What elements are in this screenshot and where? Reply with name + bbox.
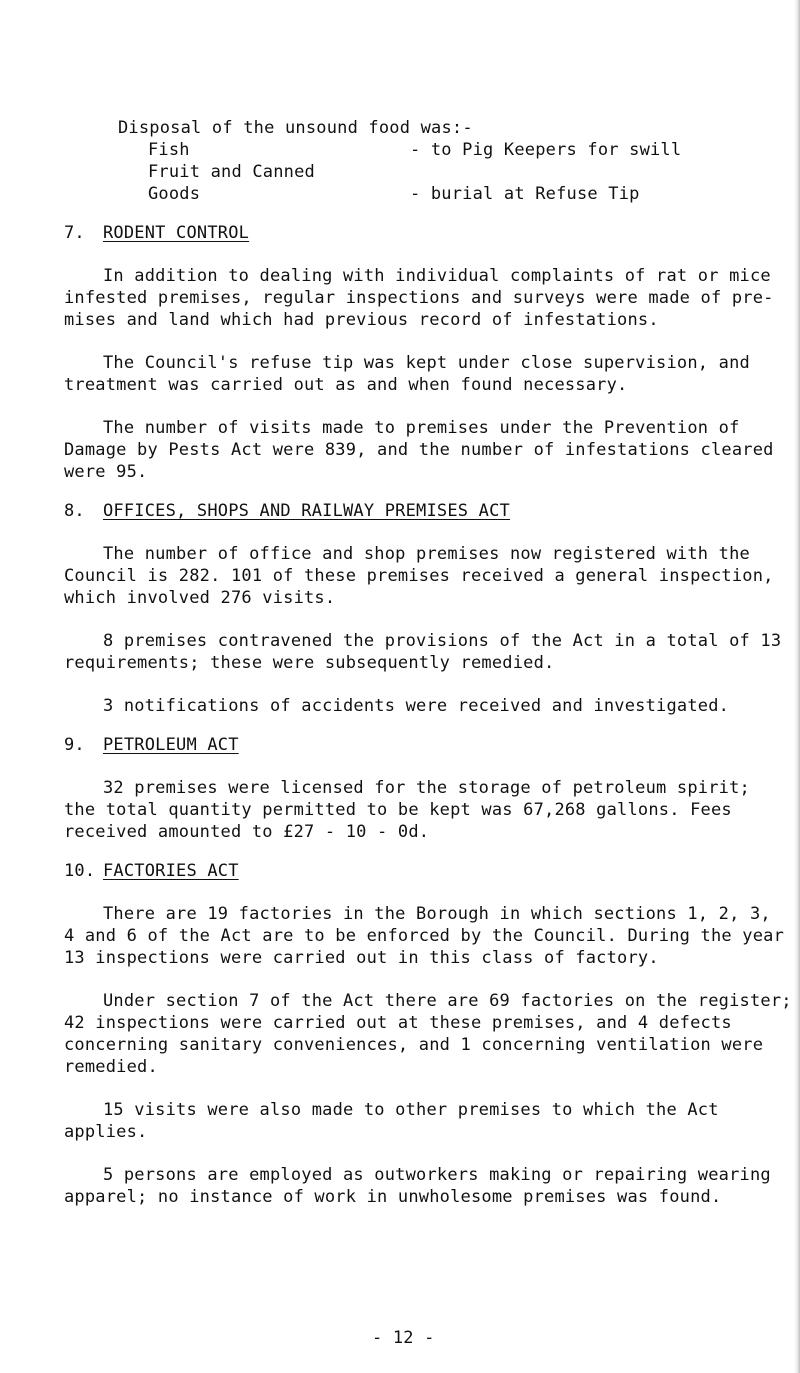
- s9-p1-line1: 32 premises were licensed for the storage of petroleum spirit;: [103, 778, 750, 798]
- s10-p3-line2: applies.: [64, 1122, 148, 1142]
- s7-p2-line2: treatment was carried out as and when found necessary.: [64, 375, 628, 395]
- disposal-item-fruit: Fruit and Canned: [148, 162, 315, 182]
- section-8-number: 8.: [64, 501, 85, 521]
- s8-p1-line2: Council is 282. 101 of these premises received a general inspection,: [64, 566, 774, 586]
- page-number: - 12 -: [372, 1328, 435, 1348]
- s10-p2-line2: 42 inspections were carried out at these premises, and 4 defects: [64, 1013, 732, 1033]
- section-10-title: FACTORIES ACT: [103, 861, 239, 881]
- s10-p2-line4: remedied.: [64, 1057, 158, 1077]
- disposal-item-goods: Goods: [148, 184, 201, 204]
- s7-p1-line3: mises and land which had previous record of infestations.: [64, 310, 659, 330]
- s7-p3-line1: The number of visits made to premises under the Prevention of: [103, 418, 740, 438]
- section-7-number: 7.: [64, 223, 85, 243]
- s10-p2-line1: Under section 7 of the Act there are 69 factories on the register;: [103, 991, 792, 1011]
- section-7-title: RODENT CONTROL: [103, 223, 250, 243]
- section-9-title: PETROLEUM ACT: [103, 735, 239, 755]
- disposal-method-fish: - to Pig Keepers for swill: [410, 140, 682, 160]
- section-8-title: OFFICES, SHOPS AND RAILWAY PREMISES ACT: [103, 501, 510, 521]
- s9-p1-line2: the total quantity permitted to be kept was 67,268 gallons. Fees: [64, 800, 732, 820]
- s7-p2-line1: The Council's refuse tip was kept under close supervision, and: [103, 353, 750, 373]
- section-10-number: 10.: [64, 861, 96, 881]
- s10-p1-line2: 4 and 6 of the Act are to be enforced by the Council. During the year: [64, 926, 785, 946]
- s7-p3-line2: Damage by Pests Act were 839, and the number of infestations cleared: [64, 440, 774, 460]
- s10-p3-line1: 15 visits were also made to other premises to which the Act: [103, 1100, 719, 1120]
- disposal-method-goods: - burial at Refuse Tip: [410, 184, 640, 204]
- s8-p2-line2: requirements; these were subsequently remedied.: [64, 653, 555, 673]
- disposal-item-fish: Fish: [148, 140, 190, 160]
- s10-p1-line3: 13 inspections were carried out in this class of factory.: [64, 948, 659, 968]
- s10-p2-line3: concerning sanitary conveniences, and 1 concerning ventilation were: [64, 1035, 764, 1055]
- s8-p3-line1: 3 notifications of accidents were received and investigated.: [103, 696, 730, 716]
- s8-p1-line3: which involved 276 visits.: [64, 588, 336, 608]
- scan-edge-shadow: [794, 0, 800, 1373]
- s8-p1-line1: The number of office and shop premises now registered with the: [103, 544, 750, 564]
- s10-p4-line2: apparel; no instance of work in unwholesome premises was found.: [64, 1187, 722, 1207]
- s10-p1-line1: There are 19 factories in the Borough in which sections 1, 2, 3,: [103, 904, 771, 924]
- s9-p1-line3: received amounted to £27 - 10 - 0d.: [64, 822, 430, 842]
- s7-p3-line3: were 95.: [64, 462, 148, 482]
- s10-p4-line1: 5 persons are employed as outworkers making or repairing wearing: [103, 1165, 771, 1185]
- s8-p2-line1: 8 premises contravened the provisions of the Act in a total of 13: [103, 631, 782, 651]
- s7-p1-line1: In addition to dealing with individual complaints of rat or mice: [103, 266, 771, 286]
- disposal-intro: Disposal of the unsound food was:-: [118, 118, 473, 138]
- s7-p1-line2: infested premises, regular inspections and surveys were made of pre-: [64, 288, 774, 308]
- section-9-number: 9.: [64, 735, 85, 755]
